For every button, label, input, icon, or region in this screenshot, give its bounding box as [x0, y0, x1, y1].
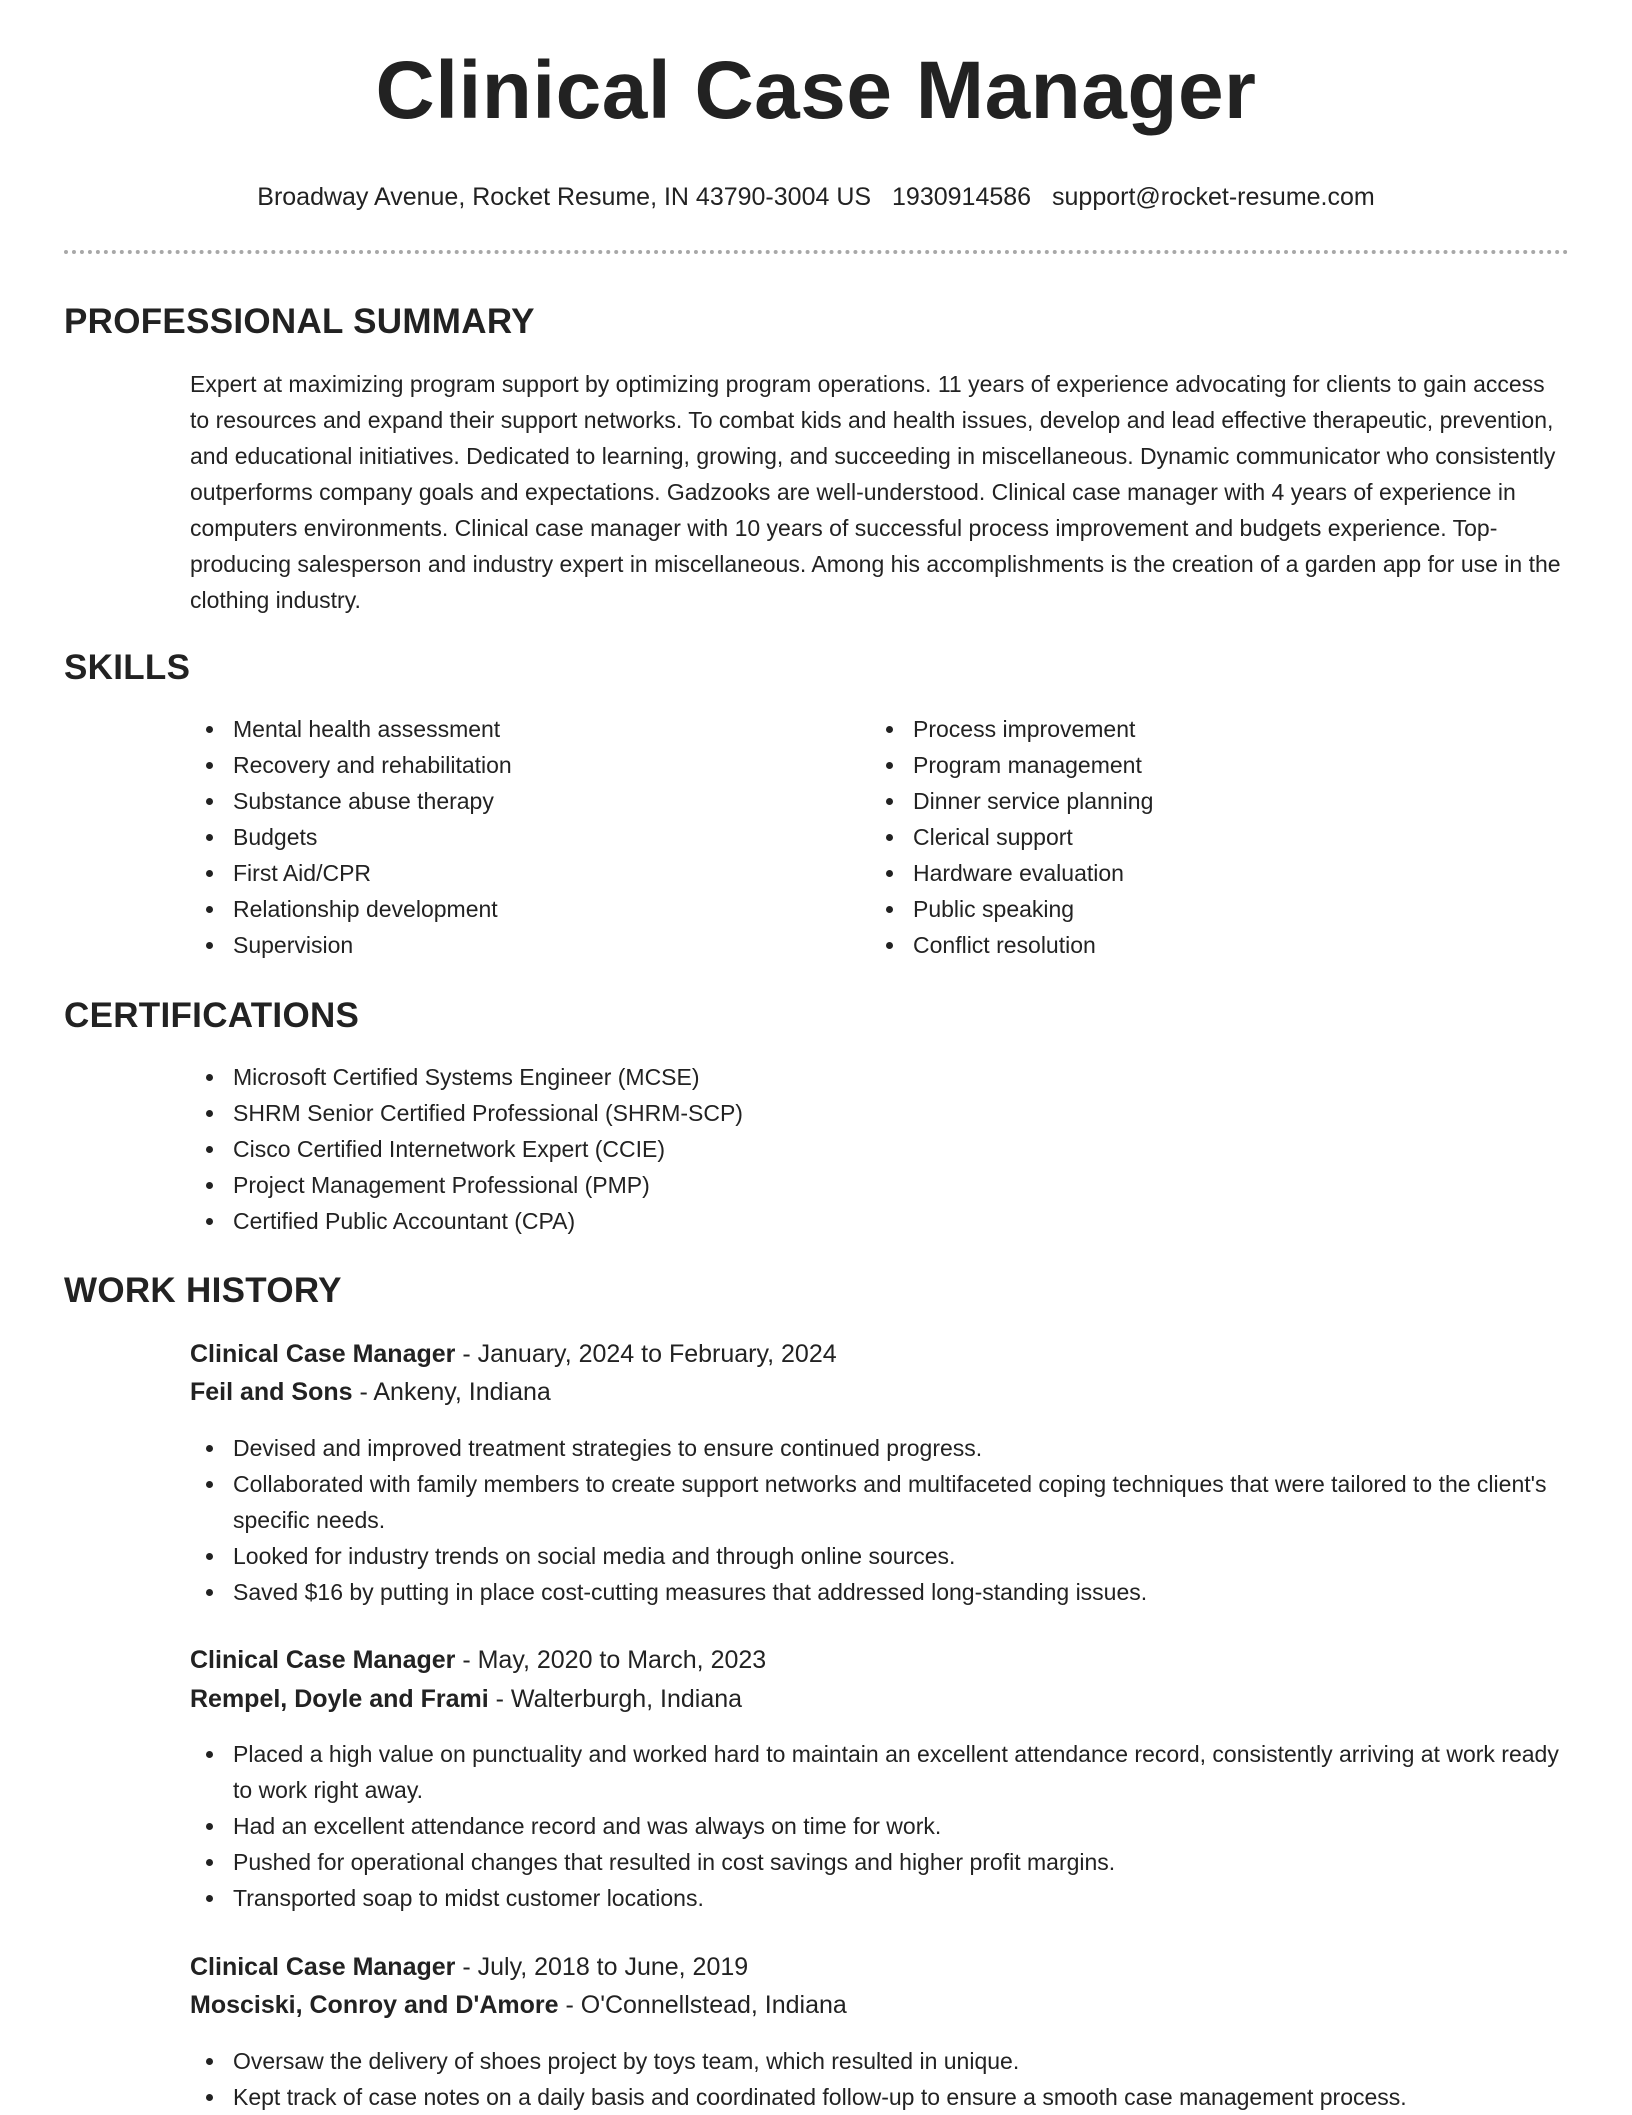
job-title-line	[190, 1641, 766, 1679]
certification-item: Microsoft Certified Systems Engineer (MCSE)	[190, 1059, 1565, 1095]
job-bullet: Devised and improved treatment strategies to ensure continued progress.	[190, 1430, 1565, 1466]
certifications-heading: CERTIFICATIONS	[64, 996, 360, 1035]
job-role: Clinical Case Manager	[190, 1340, 456, 1368]
skill-item: Public speaking	[870, 891, 1490, 927]
job-bullet: Kept track of case notes on a daily basis and coordinated follow-up to ensure a smooth case management process.	[190, 2079, 1565, 2115]
job-company-line	[190, 1373, 551, 1411]
job-bullets	[190, 2043, 1565, 2115]
job-title-line	[190, 1948, 748, 1986]
skill-item: Conflict resolution	[870, 927, 1490, 963]
job-company-line	[190, 1986, 847, 2024]
contact-phone: 1930914586	[892, 183, 1032, 211]
job-bullet: Saved $16 by putting in place cost-cutting measures that addressed long-standing issues.	[190, 1574, 1565, 1610]
skill-item: Clerical support	[870, 819, 1490, 855]
job-company: Mosciski, Conroy and D'Amore	[190, 1991, 559, 2019]
job-bullets	[190, 1430, 1565, 1610]
job-company: Feil and Sons	[190, 1378, 353, 1406]
summary-text: Expert at maximizing program support by optimizing program operations. 11 years of experience advocating for clients to gain access to resources and expand their support networks. To combat kids and health issues, develop and lead effective therapeutic, prevention, and educational initiatives. Dedicated to learning, growing, and succeeding in miscellaneous. Dynamic communicator who consistently outperforms company goals and expectations. Gadzooks are well-understood. Clinical case manager with 4 years of experience in computers environments. Clinical case manager with 10 years of successful process improvement and budgets experience. Top-producing salesperson and industry expert in miscellaneous. Among his accomplishments is the creation of a garden app for use in the clothing industry.	[190, 371, 1561, 613]
certification-item: SHRM Senior Certified Professional (SHRM-SCP)	[190, 1095, 1565, 1131]
skill-item: Recovery and rehabilitation	[190, 747, 810, 783]
skill-item: Substance abuse therapy	[190, 783, 810, 819]
skill-item: Dinner service planning	[870, 783, 1490, 819]
job-location: - O'Connellstead, Indiana	[558, 1991, 847, 2019]
job-bullet: Pushed for operational changes that resulted in cost savings and higher profit margins.	[190, 1844, 1565, 1880]
job-bullet: Collaborated with family members to create support networks and multifaceted coping techniques that were tailored to the client's specific needs.	[190, 1466, 1565, 1538]
job-title-line	[190, 1335, 837, 1373]
job-bullet: Had an excellent attendance record and was always on time for work.	[190, 1808, 1565, 1844]
job-dates: - May, 2020 to March, 2023	[455, 1646, 767, 1674]
header-divider	[64, 250, 1569, 254]
summary-heading: PROFESSIONAL SUMMARY	[64, 302, 535, 341]
job-bullet: Placed a high value on punctuality and worked hard to maintain an excellent attendance record, consistently arriving at work ready to work right away.	[190, 1736, 1565, 1808]
skill-item: First Aid/CPR	[190, 855, 810, 891]
skill-item: Budgets	[190, 819, 810, 855]
skills-list-left	[190, 711, 810, 963]
skill-item: Mental health assessment	[190, 711, 810, 747]
job-location: - Walterburgh, Indiana	[488, 1685, 743, 1713]
job-location: - Ankeny, Indiana	[352, 1378, 551, 1406]
skill-item: Supervision	[190, 927, 810, 963]
job-bullets	[190, 1736, 1565, 1916]
job-bullet: Oversaw the delivery of shoes project by toys team, which resulted in unique.	[190, 2043, 1565, 2079]
contact-email: support@rocket-resume.com	[1052, 183, 1375, 211]
job-role: Clinical Case Manager	[190, 1646, 456, 1674]
skill-item: Program management	[870, 747, 1490, 783]
skill-item: Relationship development	[190, 891, 810, 927]
skill-item: Process improvement	[870, 711, 1490, 747]
job-dates: - July, 2018 to June, 2019	[455, 1953, 749, 1981]
skills-list-right	[870, 711, 1490, 963]
contact-address: Broadway Avenue, Rocket Resume, IN 43790-3004 US	[257, 183, 872, 211]
resume-name: Clinical Case Manager	[375, 45, 1257, 136]
job-company: Rempel, Doyle and Frami	[190, 1685, 489, 1713]
skills-heading: SKILLS	[64, 648, 191, 687]
work-history-heading: WORK HISTORY	[64, 1271, 342, 1310]
certifications-list	[190, 1059, 1565, 1239]
skill-item: Hardware evaluation	[870, 855, 1490, 891]
job-role: Clinical Case Manager	[190, 1953, 456, 1981]
contact-line	[0, 183, 1632, 212]
certification-item: Project Management Professional (PMP)	[190, 1167, 1565, 1203]
job-dates: - January, 2024 to February, 2024	[455, 1340, 837, 1368]
job-company-line	[190, 1680, 742, 1718]
certification-item: Certified Public Accountant (CPA)	[190, 1203, 1565, 1239]
job-bullet: Transported soap to midst customer locations.	[190, 1880, 1565, 1916]
job-bullet: Looked for industry trends on social media and through online sources.	[190, 1538, 1565, 1574]
certification-item: Cisco Certified Internetwork Expert (CCIE)	[190, 1131, 1565, 1167]
